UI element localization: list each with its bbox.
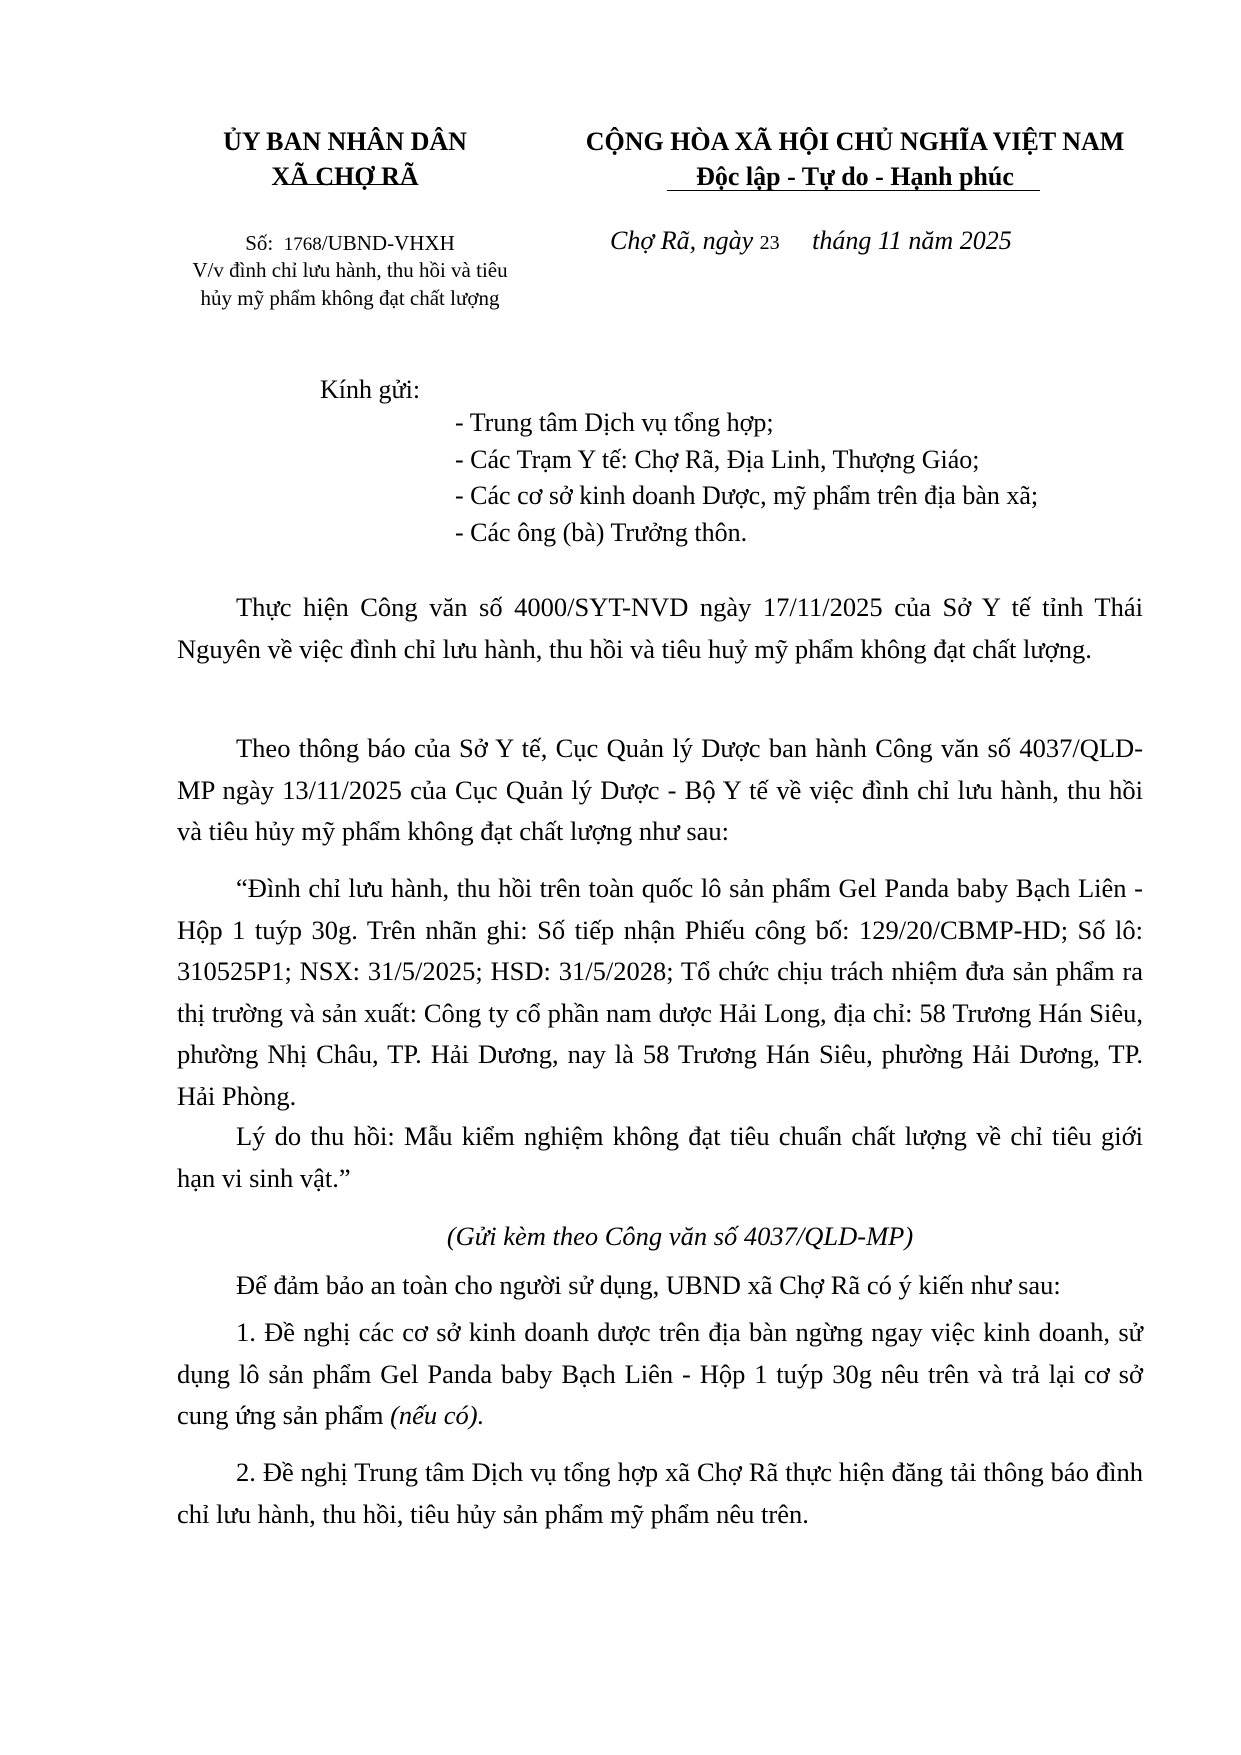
doc-number-prefix: Số: bbox=[245, 231, 274, 255]
document-date bbox=[610, 224, 1170, 260]
commune-name: XÃ CHỢ RÃ bbox=[271, 162, 419, 191]
body-paragraph-5: Để đảm bảo an toàn cho người sử dụng, UBND xã Chợ Rã có ý kiến như sau: bbox=[236, 1270, 1061, 1300]
recipient-item: - Các cơ sở kinh doanh Dược, mỹ phẩm trên địa bàn xã; bbox=[455, 481, 1039, 510]
recipients-label: Kính gửi: bbox=[320, 375, 421, 404]
date-suffix: tháng 11 năm 2025 bbox=[812, 226, 1012, 255]
doc-number-suffix: /UBND-VHXH bbox=[321, 231, 455, 255]
directive-1-text: 1. Đề nghị các cơ sở kinh doanh dược trên địa bàn ngừng ngay việc kinh doanh, sử dụng lô sản phẩm Gel Panda baby Bạch Liên - Hộp 1 tuýp 30g nêu trên và trả lại cơ sở cung ứng sản phẩm bbox=[177, 1317, 1143, 1430]
recipient-item: - Các Trạm Y tế: Chợ Rã, Địa Linh, Thượng Giáo; bbox=[455, 444, 980, 474]
recall-reason: Lý do thu hồi: Mẫu kiểm nghiệm không đạt tiêu chuẩn chất lượng về chỉ tiêu giới hạn vi sinh vật.” bbox=[177, 1121, 1143, 1193]
attachment-note: (Gửi kèm theo Công văn số 4037/QLD-MP) bbox=[446, 1221, 914, 1251]
recipients-list bbox=[455, 405, 1195, 551]
recipient-item: - Các ông (bà) Trưởng thôn. bbox=[455, 517, 748, 547]
date-prefix: Chợ Rã, ngày bbox=[610, 226, 754, 255]
recall-quote: “Đình chỉ lưu hành, thu hồi trên toàn quốc lô sản phẩm Gel Panda baby Bạch Liên - Hộp 1 tuýp 30g. Trên nhãn ghi: Số tiếp nhận Phiếu công bố: 129/20/CBMP-HD; Số lô: 310525P1; NSX: 31/5/2025; HSD: 31/5/2028; Tổ chức chịu trách nhiệm đưa sản phẩm ra thị trường và sản xuất: Công ty cổ phần nam dược Hải Long, địa chỉ: 58 Trương Hán Siêu, phường Nhị Châu, TP. Hải Dương, nay là 58 Trương Hán Siêu, phường Hải Dương, TP. Hải Phòng. bbox=[177, 873, 1143, 1111]
country-name: CỘNG HÒA XÃ HỘI CHỦ NGHĨA VIỆT NAM bbox=[585, 127, 1125, 156]
directive-1 bbox=[177, 1312, 1143, 1437]
date-day: 23 bbox=[759, 232, 780, 254]
document-subject: V/v đình chỉ lưu hành, thu hồi và tiêu hủy mỹ phẩm không đạt chất lượng bbox=[192, 258, 508, 310]
body-paragraph-2: Theo thông báo của Sở Y tế, Cục Quản lý Dược ban hành Công văn số 4037/QLD-MP ngày 13/11/2025 của Cục Quản lý Dược - Bộ Y tế về việc đình chỉ lưu hành, thu hồi và tiêu hủy mỹ phẩm không đạt chất lượng như sau: bbox=[177, 733, 1143, 846]
motto-underline bbox=[667, 190, 1040, 191]
doc-number-value: 1768 bbox=[283, 234, 322, 255]
national-header bbox=[545, 124, 1165, 194]
directive-1-note: (nếu có). bbox=[390, 1400, 485, 1430]
agency-underline bbox=[283, 184, 413, 185]
directive-2: 2. Đề nghị Trung tâm Dịch vụ tổng hợp xã Chợ Rã thực hiện đăng tải thông báo đình chỉ lưu hành, thu hồi, tiêu hủy sản phẩm mỹ phẩm nêu trên. bbox=[177, 1457, 1143, 1529]
body-paragraph-1: Thực hiện Công văn số 4000/SYT-NVD ngày 17/11/2025 của Sở Y tế tỉnh Thái Nguyên về việc đình chỉ lưu hành, thu hồi và tiêu huỷ mỹ phẩm không đạt chất lượng. bbox=[177, 592, 1143, 664]
recipient-item: - Trung tâm Dịch vụ tổng hợp; bbox=[455, 408, 774, 437]
national-motto: Độc lập - Tự do - Hạnh phúc bbox=[696, 162, 1014, 191]
agency-name: ỦY BAN NHÂN DÂN bbox=[223, 127, 467, 156]
